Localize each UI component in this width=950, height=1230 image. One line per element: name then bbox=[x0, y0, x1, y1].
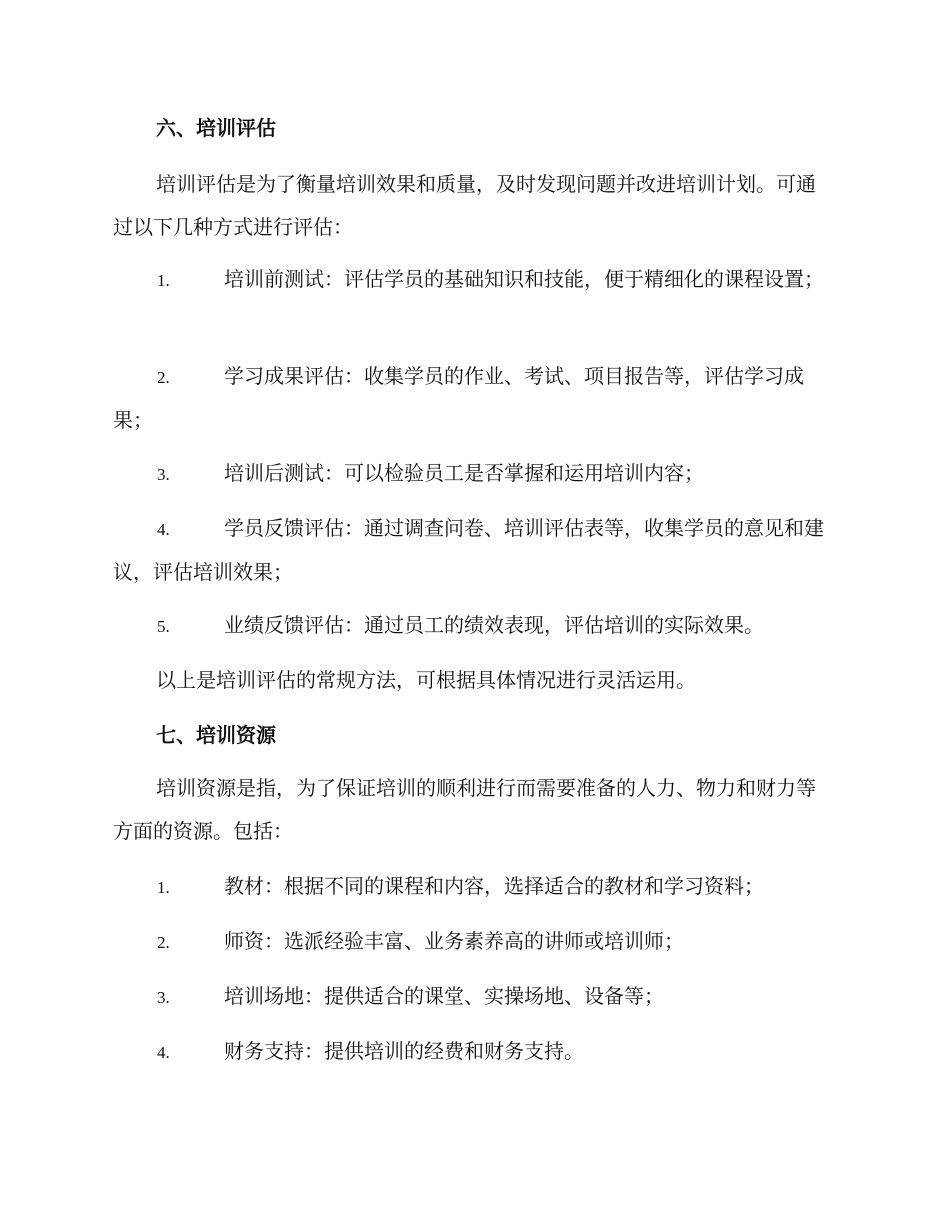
list-number: 4. bbox=[157, 1043, 170, 1062]
list-item-text: 培训前测试：评估学员的基础知识和技能，便于精细化的课程设置； bbox=[224, 267, 824, 291]
list-item bbox=[113, 507, 833, 594]
list-number: 1. bbox=[157, 878, 170, 897]
list-item-text: 师资：选派经验丰富、业务素养高的讲师或培训师； bbox=[224, 929, 684, 953]
section-heading: 六、培训评估 bbox=[156, 116, 276, 140]
list-number: 2. bbox=[157, 368, 170, 387]
list-item bbox=[113, 975, 833, 1019]
section-heading: 七、培训资源 bbox=[156, 723, 276, 747]
list-number: 1. bbox=[157, 271, 170, 290]
list-number: 5. bbox=[157, 617, 170, 636]
list-item bbox=[113, 355, 833, 442]
list-item bbox=[113, 452, 833, 496]
list-item-text: 培训场地：提供适合的课堂、实操场地、设备等； bbox=[224, 984, 664, 1008]
list-number: 2. bbox=[157, 933, 170, 952]
list-number: 4. bbox=[157, 520, 170, 539]
list-item bbox=[113, 865, 833, 909]
list-item-text: 业绩反馈评估：通过员工的绩效表现，评估培训的实际效果。 bbox=[224, 613, 764, 637]
list-item-text: 培训后测试：可以检验员工是否掌握和运用培训内容； bbox=[224, 461, 704, 485]
list-item-text: 学员反馈评估：通过调查问卷、培训评估表等，收集学员的意见和建议，评估培训效果； bbox=[113, 516, 824, 584]
paragraph: 培训评估是为了衡量培训效果和质量，及时发现问题并改进培训计划。可通过以下几种方式进行评估： bbox=[113, 172, 816, 239]
list-item bbox=[113, 920, 833, 964]
list-number: 3. bbox=[157, 988, 170, 1007]
list-item bbox=[113, 604, 833, 648]
list-item bbox=[113, 1030, 833, 1074]
list-item-text: 教材：根据不同的课程和内容，选择适合的教材和学习资料； bbox=[224, 874, 764, 898]
list-item-text: 财务支持：提供培训的经费和财务支持。 bbox=[224, 1039, 584, 1063]
paragraph: 培训资源是指，为了保证培训的顺利进行而需要准备的人力、物力和财力等方面的资源。包括： bbox=[113, 776, 816, 843]
list-number: 3. bbox=[157, 465, 170, 484]
list-item-text: 学习成果评估：收集学员的作业、考试、项目报告等，评估学习成果； bbox=[113, 364, 804, 432]
list-item bbox=[113, 258, 833, 302]
paragraph: 以上是培训评估的常规方法，可根据具体情况进行灵活运用。 bbox=[156, 668, 696, 692]
